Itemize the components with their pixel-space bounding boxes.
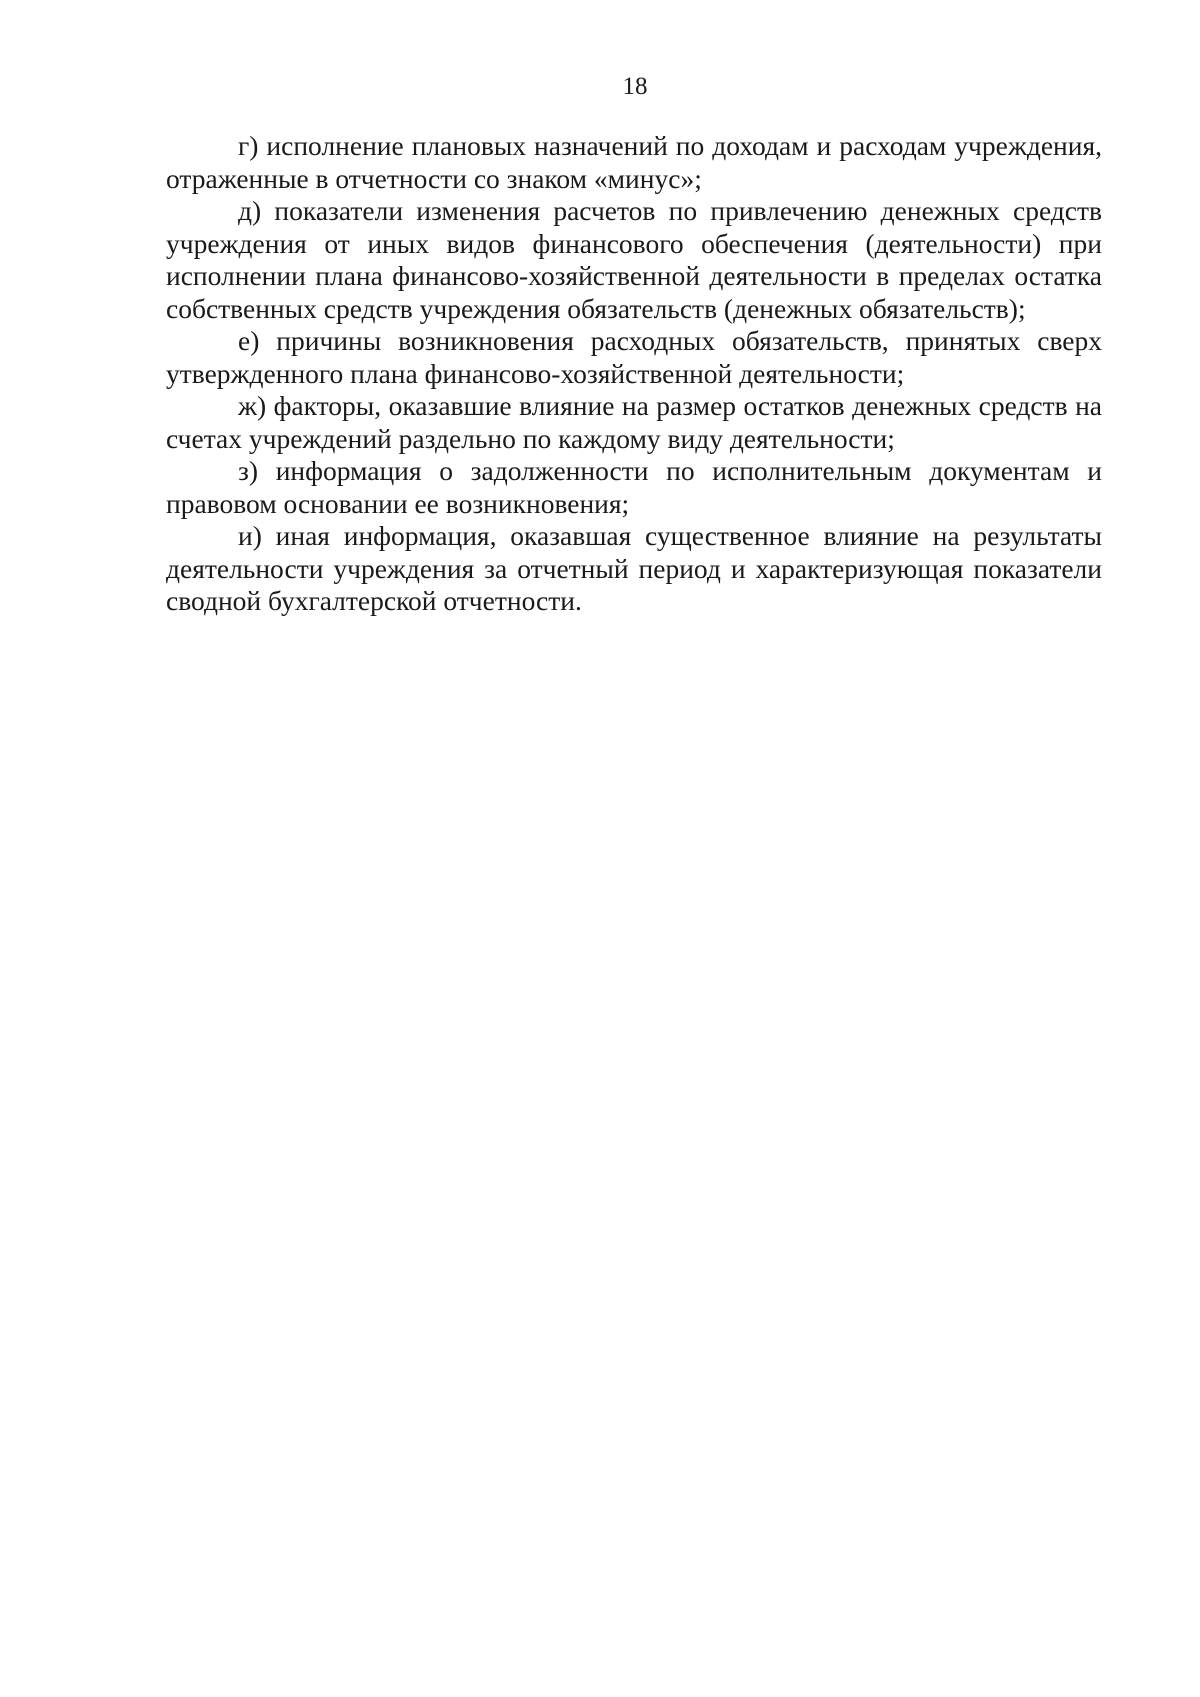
paragraph-e: е) причины возникновения расходных обязательств, принятых сверх утвержденного плана финансово-хозяйственной деятельности; [166, 325, 1102, 389]
paragraph-g: г) исполнение плановых назначений по доходам и расходам учреждения, отраженные в отчетности со знаком «минус»; [166, 130, 1102, 194]
paragraph-d: д) показатели изменения расчетов по привлечению денежных средств учреждения от иных видов финансового обеспечения (деятельности) при исполнении плана финансово-хозяйственной деятельности в пределах остатка собственных средств учреждения обязательств (денежных обязательств); [166, 195, 1102, 324]
document-body [166, 130, 1102, 618]
paragraph-z: з) информация о задолженности по исполнительным документам и правовом основании ее возникновения; [166, 455, 1102, 519]
page-number: 18 [622, 73, 648, 100]
paragraph-zh: ж) факторы, оказавшие влияние на размер остатков денежных средств на счетах учреждений раздельно по каждому виду деятельности; [166, 390, 1102, 454]
paragraph-i: и) иная информация, оказавшая существенное влияние на результаты деятельности учреждения за отчетный период и характеризующая показатели сводной бухгалтерской отчетности. [166, 520, 1102, 616]
